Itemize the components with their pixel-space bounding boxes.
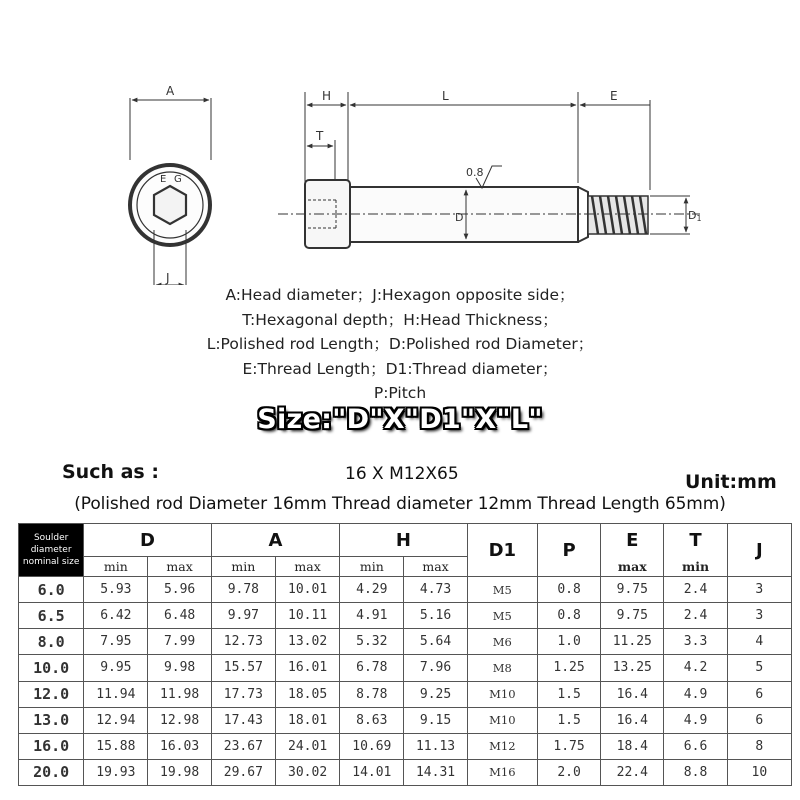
- cell-h-min: 4.91: [340, 603, 404, 629]
- cell-p: 1.5: [537, 681, 600, 707]
- cell-d1: M5: [467, 577, 537, 603]
- cell-a-max: 30.02: [275, 759, 339, 785]
- cell-d-max: 5.96: [148, 577, 211, 603]
- cell-d1: M12: [467, 733, 537, 759]
- header-d: D: [84, 524, 211, 557]
- unit-label: Unit:mm: [685, 471, 777, 493]
- label-h: H: [322, 89, 332, 103]
- table-row: [19, 759, 792, 785]
- cell-nominal: 6.5: [19, 603, 84, 629]
- size-format-title: Size:"D"X"D1"X"L": [257, 404, 543, 435]
- cell-a-max: 24.01: [275, 733, 339, 759]
- header-t-min: min: [664, 557, 727, 577]
- cell-a-max: 10.11: [275, 603, 339, 629]
- cell-a-min: 17.73: [211, 681, 275, 707]
- cell-e: 9.75: [601, 577, 664, 603]
- cell-t: 8.8: [664, 759, 727, 785]
- label-eg-e: E: [160, 174, 167, 185]
- spec-table-body: [19, 577, 792, 786]
- cell-d1: M5: [467, 603, 537, 629]
- label-l: L: [442, 89, 449, 103]
- cell-e: 16.4: [601, 707, 664, 733]
- label-e: E: [610, 89, 618, 103]
- cell-t: 4.2: [664, 655, 727, 681]
- cell-a-max: 13.02: [275, 629, 339, 655]
- cell-t: 3.3: [664, 629, 727, 655]
- cell-d-min: 19.93: [84, 759, 148, 785]
- cell-nominal: 20.0: [19, 759, 84, 785]
- label-a: A: [166, 84, 175, 98]
- corner-line: Soulder: [33, 533, 69, 543]
- cell-a-max: 10.01: [275, 577, 339, 603]
- cell-d1: M10: [467, 707, 537, 733]
- cell-p: 2.0: [537, 759, 600, 785]
- cell-h-min: 14.01: [340, 759, 404, 785]
- cell-h-min: 8.63: [340, 707, 404, 733]
- header-e-max: max: [601, 557, 664, 577]
- cell-d1: M8: [467, 655, 537, 681]
- cell-a-max: 18.01: [275, 707, 339, 733]
- table-row: [19, 655, 792, 681]
- label-d: D: [455, 211, 464, 224]
- example-explanation: (Polished rod Diameter 16mm Thread diameter 12mm Thread Length 65mm): [74, 494, 726, 514]
- cell-p: 0.8: [537, 603, 600, 629]
- cell-a-min: 12.73: [211, 629, 275, 655]
- head-end-view: [130, 98, 211, 285]
- cell-h-max: 5.64: [404, 629, 467, 655]
- legend-line: E:Thread Length；D1:Thread diameter；: [242, 359, 558, 378]
- cell-p: 1.75: [537, 733, 600, 759]
- cell-d-max: 12.98: [148, 707, 211, 733]
- cell-d-min: 11.94: [84, 681, 148, 707]
- header-h: H: [340, 524, 467, 557]
- cell-h-max: 9.15: [404, 707, 467, 733]
- header-d-max: max: [148, 557, 211, 577]
- table-row: [19, 681, 792, 707]
- cell-e: 18.4: [601, 733, 664, 759]
- cell-j: 10: [727, 759, 791, 785]
- cell-j: 3: [727, 603, 791, 629]
- corner-header: [19, 524, 84, 577]
- bolt-technical-drawing: [0, 0, 800, 285]
- cell-h-min: 4.29: [340, 577, 404, 603]
- cell-h-min: 10.69: [340, 733, 404, 759]
- cell-j: 4: [727, 629, 791, 655]
- cell-d1: M6: [467, 629, 537, 655]
- cell-h-max: 11.13: [404, 733, 467, 759]
- header-d-min: min: [84, 557, 148, 577]
- cell-j: 3: [727, 577, 791, 603]
- corner-line: diameter: [30, 545, 72, 555]
- label-t: T: [316, 129, 324, 143]
- legend-line: A:Head diameter；J:Hexagon opposite side；: [225, 286, 575, 304]
- table-row: [19, 733, 792, 759]
- cell-nominal: 12.0: [19, 681, 84, 707]
- cell-e: 11.25: [601, 629, 664, 655]
- cell-d-max: 11.98: [148, 681, 211, 707]
- cell-a-min: 9.78: [211, 577, 275, 603]
- cell-e: 16.4: [601, 681, 664, 707]
- cell-d1: M16: [467, 759, 537, 785]
- cell-d-min: 5.93: [84, 577, 148, 603]
- cell-p: 1.5: [537, 707, 600, 733]
- cell-d-max: 7.99: [148, 629, 211, 655]
- cell-nominal: 10.0: [19, 655, 84, 681]
- cell-e: 13.25: [601, 655, 664, 681]
- cell-j: 8: [727, 733, 791, 759]
- legend-line: T:Hexagonal depth；H:Head Thickness；: [242, 310, 558, 329]
- table-row: [19, 577, 792, 603]
- cell-a-min: 17.43: [211, 707, 275, 733]
- cell-e: 9.75: [601, 603, 664, 629]
- cell-p: 1.0: [537, 629, 600, 655]
- cell-nominal: 6.0: [19, 577, 84, 603]
- label-d1: [688, 209, 702, 223]
- header-p: P: [537, 524, 600, 577]
- corner-line: nominal size: [22, 557, 80, 567]
- cell-t: 2.4: [664, 577, 727, 603]
- cell-t: 4.9: [664, 707, 727, 733]
- header-a: A: [211, 524, 339, 557]
- cell-j: 5: [727, 655, 791, 681]
- header-h-min: min: [340, 557, 404, 577]
- cell-a-min: 9.97: [211, 603, 275, 629]
- bolt-side-view: [278, 92, 700, 248]
- cell-nominal: 8.0: [19, 629, 84, 655]
- header-a-min: min: [211, 557, 275, 577]
- table-row: [19, 629, 792, 655]
- cell-a-max: 16.01: [275, 655, 339, 681]
- header-a-max: max: [275, 557, 339, 577]
- cell-p: 1.25: [537, 655, 600, 681]
- spec-table: [18, 523, 792, 786]
- cell-t: 6.6: [664, 733, 727, 759]
- label-eg-g: G: [174, 174, 182, 185]
- cell-h-max: 4.73: [404, 577, 467, 603]
- cell-d-min: 15.88: [84, 733, 148, 759]
- cell-e: 22.4: [601, 759, 664, 785]
- header-j: J: [727, 524, 791, 577]
- cell-d-min: 9.95: [84, 655, 148, 681]
- label-d1-sub: 1: [696, 214, 702, 223]
- cell-d-min: 7.95: [84, 629, 148, 655]
- cell-h-min: 6.78: [340, 655, 404, 681]
- cell-d-max: 16.03: [148, 733, 211, 759]
- cell-h-min: 5.32: [340, 629, 404, 655]
- legend-line: P:Pitch: [373, 384, 427, 403]
- table-row: [19, 603, 792, 629]
- header-h-max: max: [404, 557, 467, 577]
- dimension-legend: [0, 283, 800, 406]
- cell-d1: M10: [467, 681, 537, 707]
- cell-nominal: 13.0: [19, 707, 84, 733]
- cell-p: 0.8: [537, 577, 600, 603]
- cell-j: 6: [727, 707, 791, 733]
- cell-nominal: 16.0: [19, 733, 84, 759]
- cell-d-min: 6.42: [84, 603, 148, 629]
- label-d1-main: D: [688, 209, 697, 222]
- label-j: J: [166, 271, 170, 285]
- label-pitch: 0.8: [466, 166, 484, 179]
- header-t: T: [664, 524, 727, 557]
- cell-a-min: 15.57: [211, 655, 275, 681]
- cell-t: 4.9: [664, 681, 727, 707]
- cell-t: 2.4: [664, 603, 727, 629]
- cell-d-min: 12.94: [84, 707, 148, 733]
- cell-a-min: 23.67: [211, 733, 275, 759]
- cell-j: 6: [727, 681, 791, 707]
- cell-h-max: 14.31: [404, 759, 467, 785]
- cell-a-min: 29.67: [211, 759, 275, 785]
- cell-h-min: 8.78: [340, 681, 404, 707]
- legend-line: L:Polished rod Length；D:Polished rod Diameter；: [206, 335, 594, 354]
- cell-d-max: 6.48: [148, 603, 211, 629]
- cell-d-max: 19.98: [148, 759, 211, 785]
- cell-h-max: 7.96: [404, 655, 467, 681]
- cell-a-max: 18.05: [275, 681, 339, 707]
- such-as-label: Such as :: [62, 461, 159, 483]
- example-size: 16 X M12X65: [345, 464, 459, 484]
- cell-d-max: 9.98: [148, 655, 211, 681]
- cell-h-max: 5.16: [404, 603, 467, 629]
- header-e: E: [601, 524, 664, 557]
- header-d1: D1: [467, 524, 537, 577]
- table-row: [19, 707, 792, 733]
- cell-h-max: 9.25: [404, 681, 467, 707]
